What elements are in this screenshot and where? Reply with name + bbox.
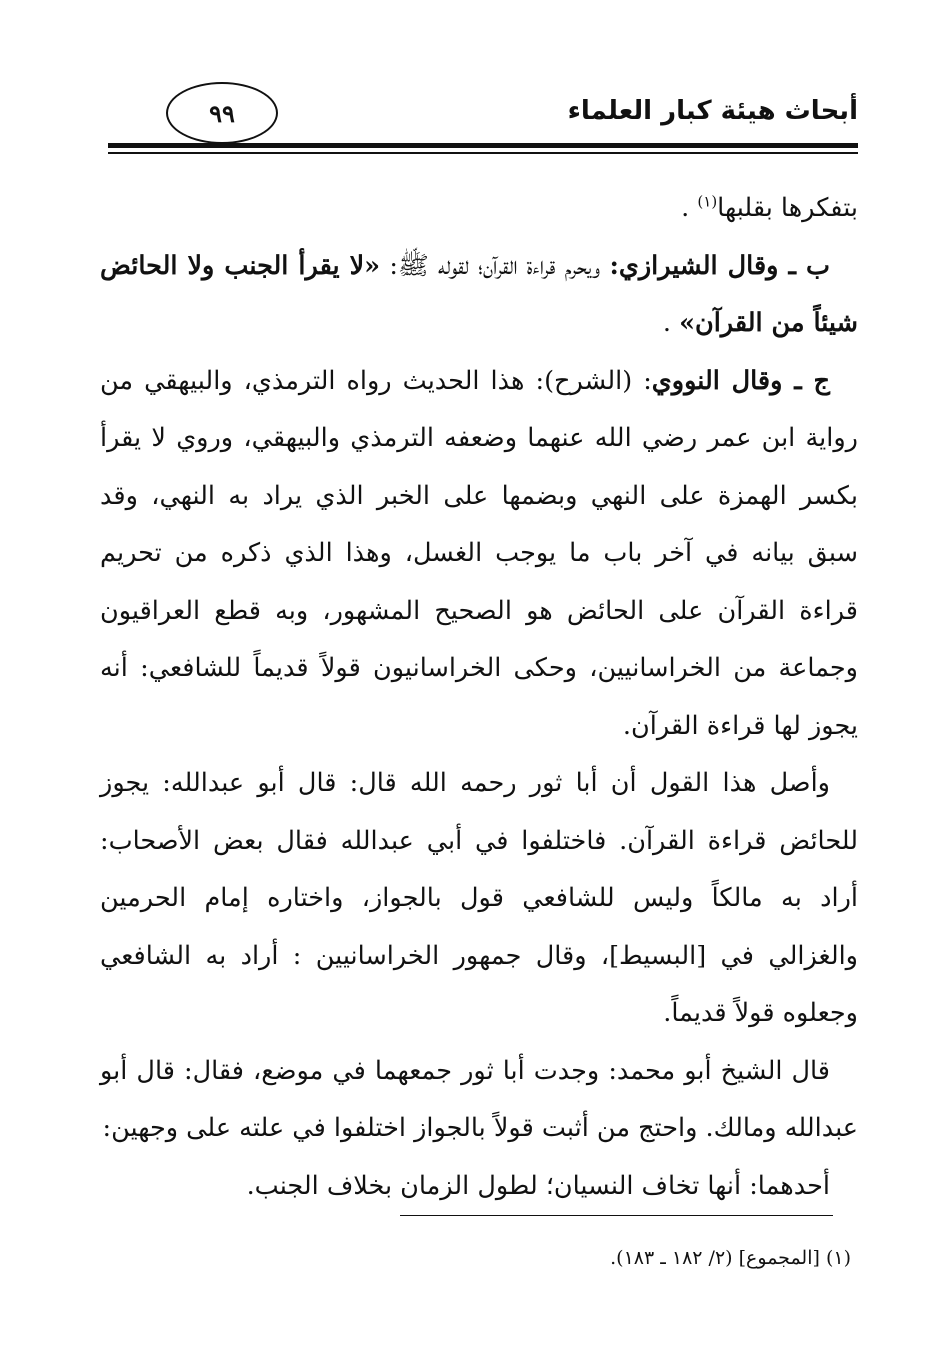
paragraph-asl: وأصل هذا القول أن أبا ثور رحمه الله قال: قال أبو عبدالله: يجوز للحائض قراءة القرآن. فاختلفوا في أبي عبدالله فقال بعض الأصحاب: أراد به مالكاً وليس للشافعي قول بالجواز، واختاره إمام الحرمين والغزالي في [البسيط]، وقال جمهور الخراسانيين : أراد به الشافعي وجعلوه قولاً قديماً.: [100, 768, 858, 1028]
paragraph-continuation: [100, 180, 858, 238]
footnote-ref: (١): [697, 192, 718, 211]
paragraph-nawawi: [100, 353, 858, 756]
page-number: ٩٩: [166, 82, 278, 144]
footnote: (١) [المجموع] (٢/ ١٨٢ ـ ١٨٣).: [610, 1247, 851, 1269]
paragraph-first-reason: أحدهما: أنها تخاف النسيان؛ لطول الزمان بخلاف الجنب.: [246, 1170, 830, 1201]
paragraph-text: : (الشرح): هذا الحديث رواه الترمذي، والبيهقي من رواية ابن عمر رضي الله عنهما وضعفه الترمذي والبيهقي، وروي لا يقرأ بكسر الهمزة على النهي وبضمها على الخبر الذي يراد به النهي، وقد سبق بيانه في آخر باب ما يوجب الغسل، وهذا الذي ذكره من تحريم قراءة القرآن على الحائض هو الصحيح المشهور، وبه قطع العراقيون وجماعة من الخراسانيين، وحكى الخراسانيون قولاً قديماً للشافعي: أنه يجوز لها قراءة القرآن.: [100, 365, 858, 741]
paragraph-text: ويحرم قراءة القرآن؛ لقوله ﷺ:: [380, 250, 610, 281]
paragraph-shirazi: [100, 238, 858, 353]
paragraph-text: بتفكرها بقلبها: [717, 193, 858, 223]
hadith-quote: «لا يقرأ الجنب ولا الحائض شيئاً من القرآن»: [100, 250, 858, 338]
paragraph-shaykh: قال الشيخ أبو محمد: وجدت أبا ثور جمعهما في موضع، فقال: قال أبو عبدالله ومالك. واحتج من أثبت قولاً بالجواز اختلفوا في علته على وجهين:: [100, 1055, 858, 1143]
section-label-b: ب ـ وقال الشيرازي:: [609, 250, 830, 281]
page-header: [108, 80, 858, 155]
footnote-divider: [400, 1215, 833, 1216]
main-text: [100, 180, 858, 1215]
section-label-c: ج ـ وقال النووي: [651, 365, 830, 396]
header-rule-thin: [108, 152, 858, 154]
running-title: أبحاث هيئة كبار العلماء: [567, 96, 858, 126]
paragraph-end: .: [681, 193, 690, 223]
paragraph-end: .: [662, 308, 671, 338]
